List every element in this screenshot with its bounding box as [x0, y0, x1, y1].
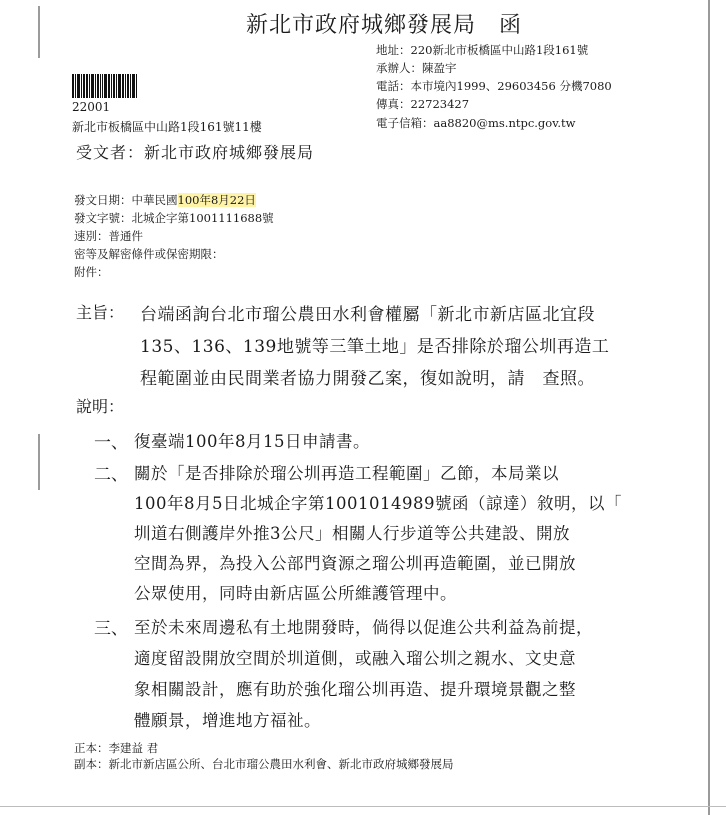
item-number: 三、: [94, 619, 128, 639]
attachments: 附件：: [74, 265, 109, 279]
postal-barcode: [72, 74, 138, 98]
item-line: 公眾使用，同時由新店區公所維護管理中。: [134, 584, 457, 603]
postal-zip: 22001: [72, 100, 111, 114]
document-number: 發文字號：北城企字第1001111688號: [74, 211, 274, 225]
delivery-speed: 速別：普通件: [74, 229, 143, 243]
subject-line: 台端函詢台北市瑠公農田水利會權屬「新北市新店區北宜段: [140, 305, 595, 325]
description-label: 說明：: [76, 397, 125, 416]
subject-line: 程範圍並由民間業者協力開發乙案，復如說明，請 查照。: [140, 369, 595, 389]
item-line: 空間為界，為投入公部門資源之瑠公圳再造範圍，並已開放: [134, 554, 576, 573]
item-line: 關於「是否排除於瑠公圳再造工程範圍」乙節，本局業以: [134, 464, 559, 483]
contact-officer: 承辦人：陳盈宇: [376, 61, 457, 75]
issue-date-value: 100年8月22日: [177, 193, 256, 207]
mailing-address: 新北市板橋區中山路1段161號11樓: [72, 120, 262, 134]
scan-margin-mark: [38, 6, 40, 58]
item-number: 一、: [94, 433, 128, 453]
page-bottom-edge: [0, 806, 726, 807]
item-line: 適度留設開放空間於圳道側，或融入瑠公圳之親水、文史意: [134, 649, 576, 668]
item-line: 復臺端100年8月15日申請書。: [134, 432, 370, 451]
recipient: 受文者：新北市政府城鄉發展局: [76, 143, 315, 162]
contact-phone: 電話：本市境內1999、29603456 分機7080: [376, 79, 612, 93]
item-line: 圳道右側護岸外推3公尺」相關人行步道等公共建設、開放: [134, 524, 570, 543]
document-title: 新北市政府城鄉發展局 函: [246, 13, 523, 38]
contact-address: 地址：220新北市板橋區中山路1段161號: [376, 43, 589, 57]
copy-recipients: 副本：新北市新店區公所、台北市瑠公農田水利會、新北市政府城鄉發展局: [74, 757, 454, 771]
issue-date: [74, 192, 256, 208]
original-recipient: 正本：李建益 君: [74, 741, 159, 755]
item-line: 體願景，增進地方福祉。: [134, 711, 321, 730]
item-line: 象相關設計，應有助於強化瑠公圳再造、提升環境景觀之整: [134, 680, 576, 699]
item-line: 100年8月5日北城企字第1001014989號函（諒達）敘明，以「: [134, 494, 622, 513]
item-line: 至於未來周邊私有土地開發時，倘得以促進公共利益為前提，: [134, 618, 593, 637]
item-number: 二、: [94, 465, 128, 485]
subject-line: 135、136、139地號等三筆土地」是否排除於瑠公圳再造工: [140, 337, 610, 357]
security-level: 密等及解密條件或保密期限：: [74, 247, 224, 261]
issue-date-prefix: 發文日期：中華民國: [74, 193, 178, 207]
page-edge: [708, 0, 710, 815]
contact-email: 電子信箱：aa8820@ms.ntpc.gov.tw: [376, 116, 576, 130]
subject-label: 主旨：: [76, 303, 125, 322]
scan-margin-mark: [38, 434, 40, 490]
contact-fax: 傳真：22723427: [376, 97, 470, 111]
